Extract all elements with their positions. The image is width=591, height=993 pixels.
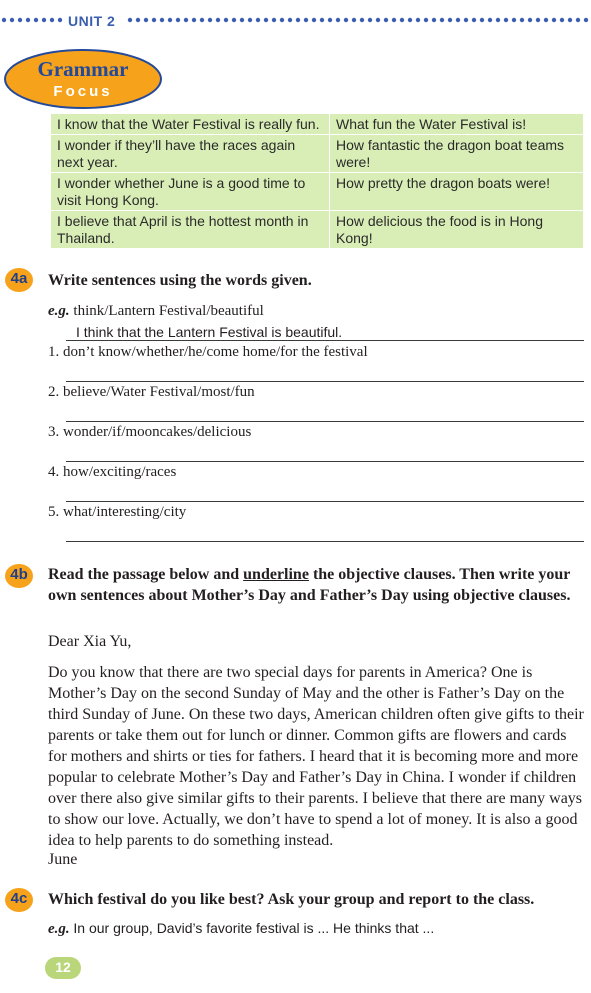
example-text: In our group, David’s favorite festival is ... He thinks that ... bbox=[73, 920, 435, 936]
grammar-table bbox=[50, 113, 584, 249]
table-cell: What fun the Water Festival is! bbox=[330, 114, 584, 135]
table-cell: I wonder whether June is a good time to visit Hong Kong. bbox=[51, 173, 330, 211]
table-row bbox=[51, 114, 584, 135]
section-marker-4c bbox=[4, 887, 34, 913]
exercise-item-5: 5. what/interesting/city bbox=[48, 504, 187, 520]
table-row bbox=[51, 173, 584, 211]
example-line bbox=[48, 920, 434, 938]
table-row bbox=[51, 211, 584, 249]
section-4b-instruction bbox=[48, 564, 584, 606]
marker-label: 4b bbox=[10, 566, 28, 583]
answer-line[interactable] bbox=[66, 541, 584, 542]
answer-line[interactable] bbox=[66, 501, 584, 502]
page-number bbox=[44, 956, 82, 980]
instruction-text: Read the passage below and bbox=[48, 566, 244, 583]
badge-title: Grammar bbox=[37, 57, 129, 81]
table-cell: How delicious the food is in Hong Kong! bbox=[330, 211, 584, 249]
exercise-item-2: 2. believe/Water Festival/most/fun bbox=[48, 384, 255, 400]
answer-line bbox=[66, 340, 584, 341]
table-cell: I know that the Water Festival is really fun. bbox=[51, 114, 330, 135]
instruction-underlined: underline bbox=[243, 566, 309, 583]
example-tag: e.g. bbox=[48, 303, 70, 319]
instruction-text: the objective clauses. Then write your own sentences about Mother’s Day and Father’s Day using objective clauses. bbox=[48, 566, 571, 604]
exercise-item-3: 3. wonder/if/mooncakes/delicious bbox=[48, 424, 252, 440]
unit-label: UNIT 2 bbox=[68, 13, 116, 29]
header-dots-left bbox=[0, 16, 64, 24]
table-cell: How fantastic the dragon boat teams were! bbox=[330, 135, 584, 173]
section-4a-instruction: Write sentences using the words given. bbox=[48, 272, 312, 289]
letter-greeting: Dear Xia Yu, bbox=[48, 633, 132, 650]
page-number-label: 12 bbox=[55, 959, 71, 975]
example-answer: I think that the Lantern Festival is beautiful. bbox=[76, 324, 343, 340]
table-cell: How pretty the dragon boats were! bbox=[330, 173, 584, 211]
table-row bbox=[51, 135, 584, 173]
exercise-item-1: 1. don’t know/whether/he/come home/for the festival bbox=[48, 344, 368, 360]
letter-body: Do you know that there are two special days for parents in America? One is Mother’s Day on the second Sunday of May and the other is Father’s Day on the third Sunday of June. On these two days, American children often give gifts to their parents or take them out for lunch or dinner. Common gifts are flowers and cards for mothers and shirts or ties for fathers. I heard that it is becoming more and more popular to celebrate Mother’s Day and Father’s Day in China. I wonder if children over there also give similar gifts to their parents. I believe that there are many ways to show our love. Actually, we don’t have to spend a lot of money. It is also a good idea to help parents to do something instead. bbox=[48, 664, 584, 849]
table-cell: I believe that April is the hottest month in Thailand. bbox=[51, 211, 330, 249]
answer-line[interactable] bbox=[66, 381, 584, 382]
example-prompt: think/Lantern Festival/beautiful bbox=[73, 303, 264, 319]
section-marker-4a bbox=[4, 267, 34, 293]
section-4c-instruction: Which festival do you like best? Ask your group and report to the class. bbox=[48, 891, 535, 908]
example-line bbox=[48, 303, 264, 320]
marker-label: 4c bbox=[10, 890, 28, 907]
section-marker-4b bbox=[4, 563, 34, 589]
marker-label: 4a bbox=[10, 270, 28, 287]
letter-signature: June bbox=[48, 851, 78, 868]
badge-subtitle: Focus bbox=[53, 83, 113, 100]
answer-line[interactable] bbox=[66, 461, 584, 462]
example-tag: e.g. bbox=[48, 921, 70, 937]
answer-line[interactable] bbox=[66, 421, 584, 422]
exercise-item-4: 4. how/exciting/races bbox=[48, 464, 177, 480]
header-dots-right bbox=[126, 16, 591, 24]
grammar-focus-badge bbox=[3, 48, 163, 110]
table-cell: I wonder if they’ll have the races again next year. bbox=[51, 135, 330, 173]
page-header bbox=[0, 10, 591, 30]
